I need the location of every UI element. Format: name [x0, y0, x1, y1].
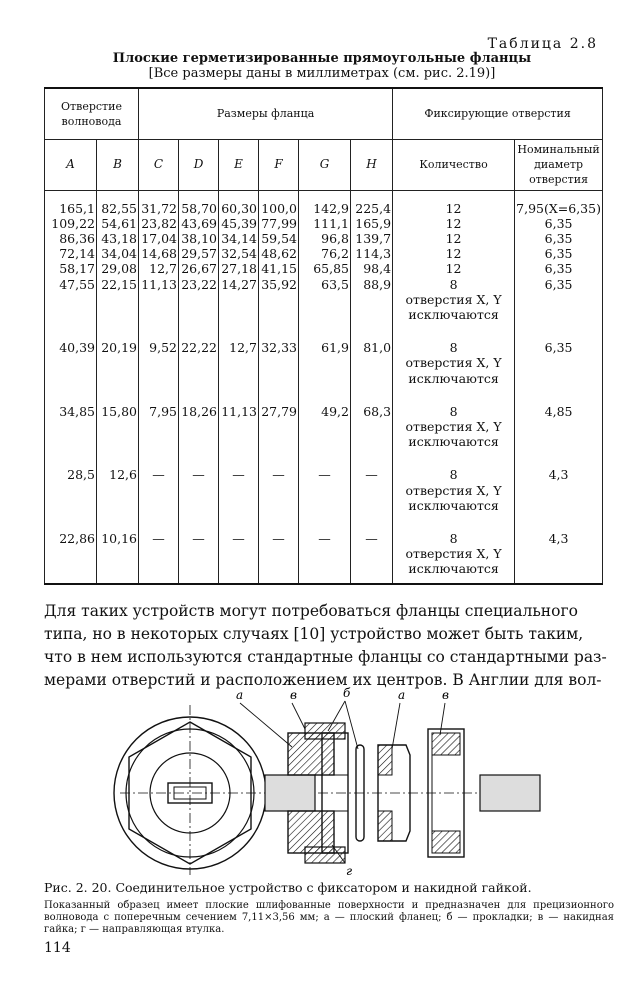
table-subtitle: [Все размеры даны в миллиметрах (см. рис. 2.19)] [148, 66, 496, 81]
cell-h: 68,3 [351, 404, 393, 450]
cell-f: 59,54 [259, 231, 299, 246]
cell-f: 100,0 [259, 201, 299, 216]
note-line: отверстия X, Y [405, 546, 502, 562]
cell-diameter: 6,35 [515, 216, 603, 231]
cell-f: 32,33 [259, 340, 299, 386]
cell-e: 45,39 [219, 216, 259, 231]
body-line: Для таких устройств могут потребоваться фланцы специального [44, 602, 578, 620]
cell-c: 17,04 [139, 231, 179, 246]
cell-b: 54,61 [97, 216, 139, 231]
cell-b: 12,6 [97, 467, 139, 513]
table-row [45, 467, 603, 513]
cell-diameter: 6,35 [515, 277, 603, 323]
label-a-flange: а [236, 688, 244, 702]
cell-d: 58,70 [179, 201, 219, 216]
cell-b: 29,08 [97, 261, 139, 276]
row-spacer [45, 449, 603, 467]
cell-b: 34,04 [97, 246, 139, 261]
cell-f: 77,99 [259, 216, 299, 231]
body-line: что в нем используются стандартные фланцы со стандартными раз- [44, 648, 607, 666]
cell-a: 58,17 [45, 261, 97, 276]
label-b-gasket: б [343, 686, 351, 700]
cell-h: — [351, 467, 393, 513]
cell-h: — [351, 531, 393, 577]
table-row [45, 531, 603, 577]
page-number: 114 [44, 940, 71, 956]
header-col-e: E [219, 140, 259, 191]
label-v-nut-2: в [442, 688, 449, 702]
table-number: Таблица 2.8 [487, 36, 598, 52]
body-line: мерами отверстий и расположением их центров. В Англии для вол- [44, 671, 602, 689]
cell-diameter: 4,3 [515, 531, 603, 577]
cell-quantity: 12 [393, 201, 515, 216]
table-row [45, 216, 603, 231]
cell-a: 34,85 [45, 404, 97, 450]
cell-d: 38,10 [179, 231, 219, 246]
header-fixing-holes: Фиксирующие отверстия [393, 88, 603, 140]
note-line: отверстия X, Y [405, 291, 502, 307]
cell-d: — [179, 467, 219, 513]
cell-g: 49,2 [299, 404, 351, 450]
cell-h: 88,9 [351, 277, 393, 323]
cell-a: 40,39 [45, 340, 97, 386]
cell-quantity: 12 [393, 231, 515, 246]
note-line: исключаются [408, 370, 499, 386]
table-row [45, 231, 603, 246]
body-line: типа, но в некоторых случаях [10] устройство может быть таким, [44, 625, 584, 643]
table-row [45, 340, 603, 386]
cell-c: 9,52 [139, 340, 179, 386]
flange-table [44, 87, 603, 585]
cell-f: 27,79 [259, 404, 299, 450]
cell-f: — [259, 531, 299, 577]
cell-a: 165,1 [45, 201, 97, 216]
body-text [44, 600, 614, 692]
note-line: исключаются [408, 307, 499, 323]
note-line: отверстия X, Y [405, 419, 502, 435]
cell-c: 11,13 [139, 277, 179, 323]
header-col-c: C [139, 140, 179, 191]
cell-e: 14,27 [219, 277, 259, 323]
cell-quantity: 8 отверстия X, Y исключаются [393, 531, 515, 577]
cell-e: — [219, 531, 259, 577]
header-col-g: G [299, 140, 351, 191]
cell-g: 61,9 [299, 340, 351, 386]
cell-d: 18,26 [179, 404, 219, 450]
cell-a: 109,22 [45, 216, 97, 231]
flange-front-view [114, 705, 266, 875]
header-quantity: Количество [393, 140, 515, 191]
header-waveguide-opening: Отверстие волновода [45, 88, 139, 140]
cell-h: 225,4 [351, 201, 393, 216]
cell-c: — [139, 467, 179, 513]
cell-diameter: 4,85 [515, 404, 603, 450]
cell-e: 60,30 [219, 201, 259, 216]
table-title: Плоские герметизированные прямоугольные фланцы [112, 51, 532, 66]
cell-diameter: 6,35 [515, 231, 603, 246]
cell-c: 31,72 [139, 201, 179, 216]
cell-c: 12,7 [139, 261, 179, 276]
cell-c: 23,82 [139, 216, 179, 231]
cell-g: 142,9 [299, 201, 351, 216]
cell-b: 82,55 [97, 201, 139, 216]
label-a-flange-2: а [398, 688, 406, 702]
cell-g: — [299, 531, 351, 577]
note-line: исключаются [408, 561, 499, 577]
table-row [45, 201, 603, 216]
cell-a: 86,36 [45, 231, 97, 246]
cell-d: 29,57 [179, 246, 219, 261]
cell-d: 22,22 [179, 340, 219, 386]
cell-h: 114,3 [351, 246, 393, 261]
cell-e: 12,7 [219, 340, 259, 386]
cell-g: 96,8 [299, 231, 351, 246]
cell-h: 139,7 [351, 231, 393, 246]
cell-a: 47,55 [45, 277, 97, 323]
cell-diameter: 6,35 [515, 246, 603, 261]
cell-c: 7,95 [139, 404, 179, 450]
cell-d: 26,67 [179, 261, 219, 276]
cell-f: 41,15 [259, 261, 299, 276]
cell-quantity: 8 отверстия X, Y исключаются [393, 467, 515, 513]
cell-quantity: 12 [393, 261, 515, 276]
table-row [45, 261, 603, 276]
cell-f: — [259, 467, 299, 513]
cell-f: 35,92 [259, 277, 299, 323]
note-line: исключаются [408, 497, 499, 513]
figure-note: Показанный образец имеет плоские шлифованные поверхности и предназначен для прецизионного волновода с поперечным сечением 7,11×3,56 мм; а — плоский фланец; б — прокладки; в — накидная гайка; г — направляющая втулка. [44, 900, 614, 935]
cell-g: — [299, 467, 351, 513]
cell-a: 22,86 [45, 531, 97, 577]
cell-e: 27,18 [219, 261, 259, 276]
table-body [45, 190, 603, 584]
cell-g: 111,1 [299, 216, 351, 231]
flange-section-left [265, 723, 348, 863]
cell-g: 63,5 [299, 277, 351, 323]
cell-quantity: 8 отверстия X, Y исключаются [393, 404, 515, 450]
header-col-a: A [45, 140, 97, 191]
note-line: отверстия X, Y [405, 482, 502, 498]
cell-d: — [179, 531, 219, 577]
cell-b: 43,18 [97, 231, 139, 246]
cell-e: 34,14 [219, 231, 259, 246]
header-col-b: B [97, 140, 139, 191]
coupling-figure [100, 685, 550, 875]
cell-diameter: 7,95(X=6,35) [516, 200, 601, 216]
cell-f: 48,62 [259, 246, 299, 261]
note-line: отверстия X, Y [405, 355, 502, 371]
row-spacer [45, 513, 603, 531]
cell-c: — [139, 531, 179, 577]
cell-b: 20,19 [97, 340, 139, 386]
header-nominal-diameter: Номинальный диаметр отверстия [515, 140, 603, 191]
cell-b: 10,16 [97, 531, 139, 577]
header-flange-dimensions: Размеры фланца [139, 88, 393, 140]
cell-e: 32,54 [219, 246, 259, 261]
cell-d: 23,22 [179, 277, 219, 323]
cell-g: 76,2 [299, 246, 351, 261]
header-col-d: D [179, 140, 219, 191]
cell-quantity: 8 отверстия X, Y исключаются [393, 277, 515, 323]
cell-h: 98,4 [351, 261, 393, 276]
cell-diameter: 4,3 [515, 467, 603, 513]
cell-quantity: 12 [393, 246, 515, 261]
cell-a: 28,5 [45, 467, 97, 513]
header-col-f: F [259, 140, 299, 191]
row-spacer [45, 322, 603, 340]
cell-e: 11,13 [219, 404, 259, 450]
cell-d: 43,69 [179, 216, 219, 231]
note-line: исключаются [408, 434, 499, 450]
row-spacer [45, 386, 603, 404]
cell-b: 15,80 [97, 404, 139, 450]
cell-c: 14,68 [139, 246, 179, 261]
table-row [45, 277, 603, 323]
label-g-sleeve: г [346, 864, 353, 875]
cell-diameter: 6,35 [515, 340, 603, 386]
cell-quantity: 8 отверстия X, Y исключаются [393, 340, 515, 386]
cell-diameter: 6,35 [515, 261, 603, 276]
cell-quantity: 12 [393, 216, 515, 231]
cell-a: 72,14 [45, 246, 97, 261]
label-v-nut: в [290, 688, 297, 702]
cell-e: — [219, 467, 259, 513]
table-row [45, 404, 603, 450]
cell-g: 65,85 [299, 261, 351, 276]
cell-b: 22,15 [97, 277, 139, 323]
cell-h: 165,9 [351, 216, 393, 231]
figure-caption: Рис. 2. 20. Соединительное устройство с фиксатором и накидной гайкой. [44, 880, 532, 895]
header-col-h: H [351, 140, 393, 191]
table-row [45, 246, 603, 261]
cell-h: 81,0 [351, 340, 393, 386]
waveguide-right [480, 775, 540, 811]
